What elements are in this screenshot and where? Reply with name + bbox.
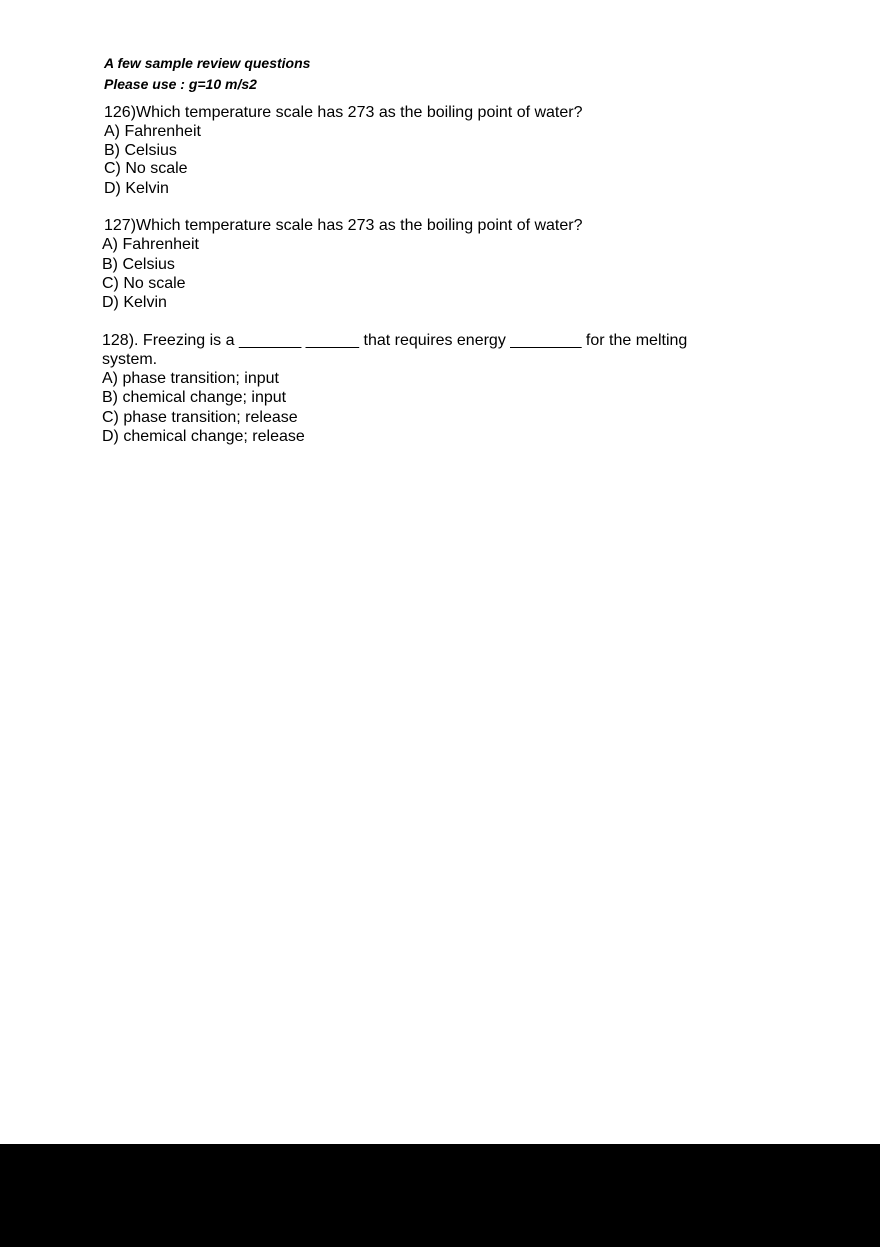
option-c: C) No scale [102, 275, 186, 292]
black-bottom-bar [0, 1144, 880, 1247]
option-c: C) phase transition; release [102, 409, 298, 426]
gravity-note: Please use : g=10 m/s2 [104, 76, 257, 92]
question-stem: 127)Which temperature scale has 273 as the boiling point of water? [104, 217, 583, 234]
option-d: D) Kelvin [104, 180, 169, 197]
question-stem: 128). Freezing is a _______ ______ that requires energy ________ for the melting [102, 332, 688, 349]
option-d: D) chemical change; release [102, 428, 305, 445]
option-a: A) Fahrenheit [104, 123, 201, 140]
option-a: A) Fahrenheit [102, 236, 199, 253]
question-stem: 126)Which temperature scale has 273 as the boiling point of water? [104, 104, 583, 121]
document-title: A few sample review questions [104, 55, 311, 71]
option-b: B) Celsius [104, 142, 177, 159]
option-d: D) Kelvin [102, 294, 167, 311]
option-c: C) No scale [104, 160, 188, 177]
question-stem-continued: system. [102, 351, 158, 368]
option-b: B) chemical change; input [102, 389, 287, 406]
option-b: B) Celsius [102, 256, 175, 273]
option-a: A) phase transition; input [102, 370, 279, 387]
